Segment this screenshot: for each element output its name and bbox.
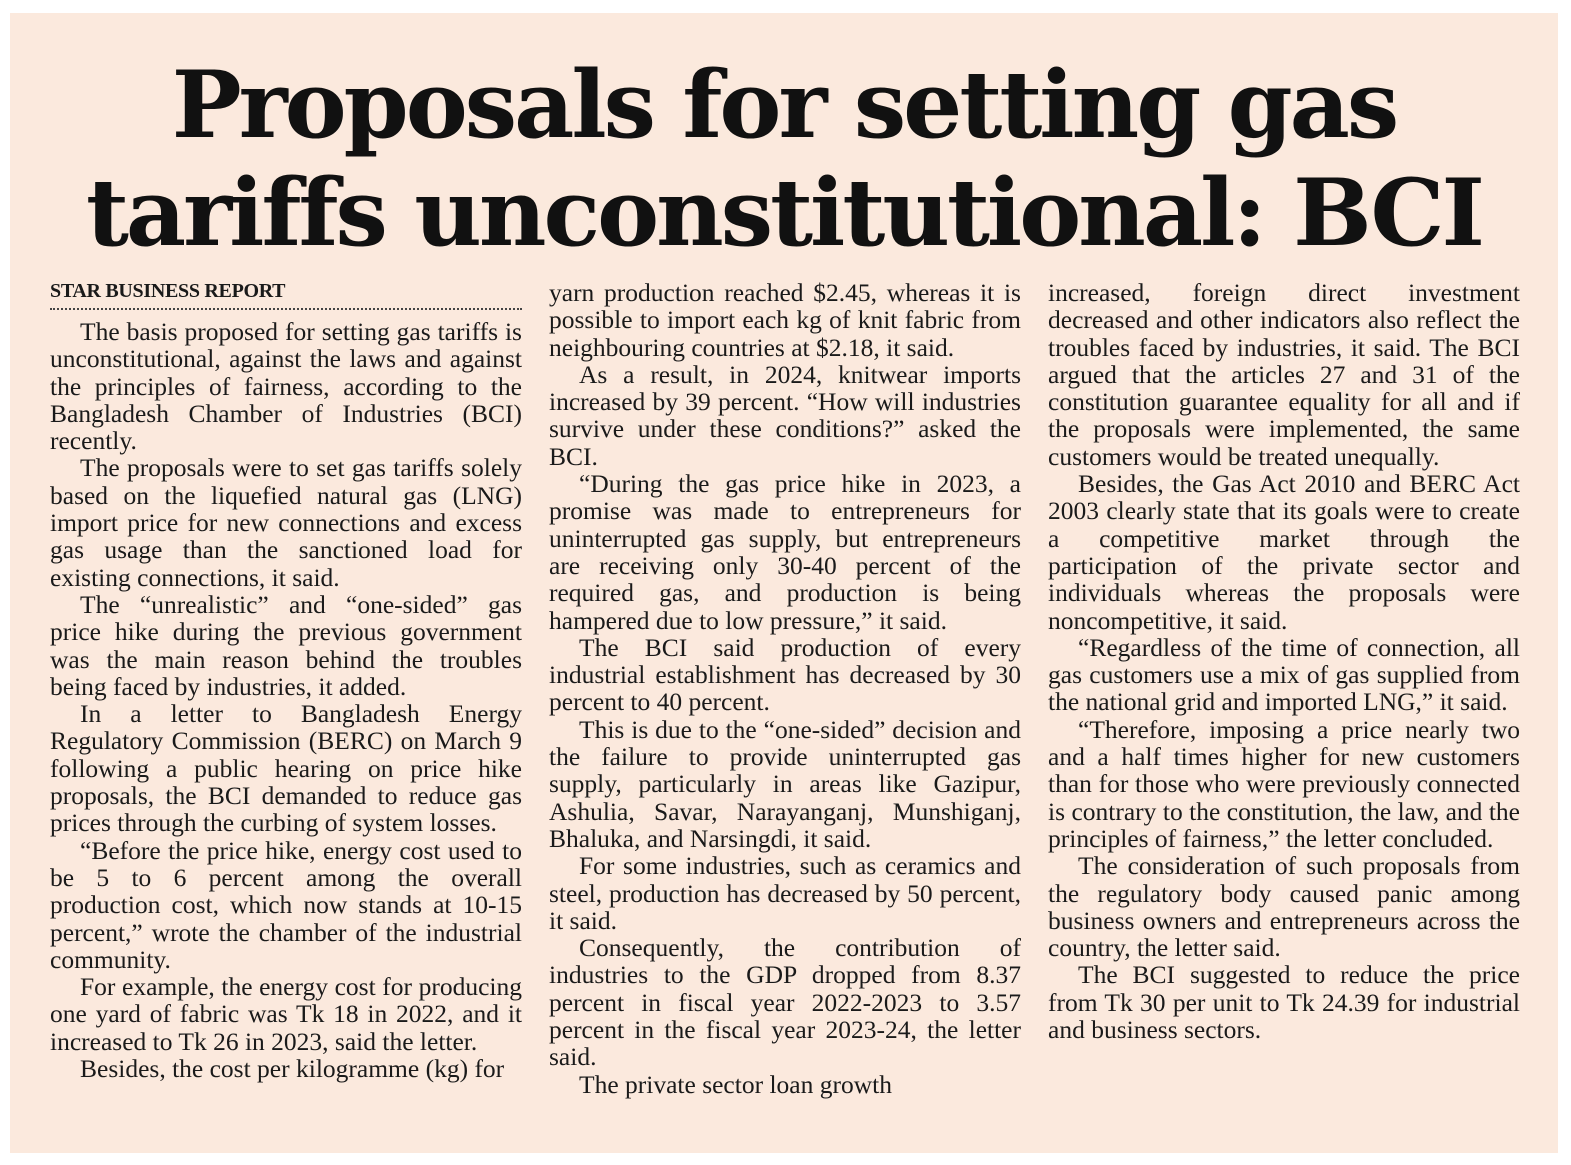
newspaper-clipping: [10, 13, 1558, 1153]
paragraph: For some industries, such as ceramics and steel, production has decreased by 50 percent, it said.: [549, 851, 1021, 935]
paragraph: The proposals were to set gas tariffs solely based on the liquefied natural gas (LNG) import price for new connections and excess gas usage than the sanctioned load for existing connections, it said.: [50, 453, 522, 592]
paragraph-continued: increased, foreign direct investment decreased and other indicators also reflect the troubles faced by industries, it said. The BCI argued that the articles 27 and 31 of the constitution guarantee equality for all and if the proposals were implemented, the same customers would be treated unequally.: [1048, 278, 1520, 471]
paragraph: The consideration of such proposals from the regulatory body caused panic among business owners and entrepreneurs across the country, the letter said.: [1048, 851, 1520, 963]
paragraph: Besides, the Gas Act 2010 and BERC Act 2003 clearly state that its goals were to create a competitive market through the participation of the private sector and individuals whereas the proposals were noncompetitive, it said.: [1048, 469, 1520, 635]
paragraph: The BCI said production of every industrial establishment has decreased by 30 percent to 40 percent.: [549, 632, 1021, 717]
paragraph: The private sector loan growth: [579, 1069, 892, 1099]
article-column-1: [50, 279, 522, 1082]
paragraph: “Therefore, imposing a price nearly two and a half times higher for new customers than for those who were previously connected is contrary to the constitution, the law, and the principles of fairness,” the letter concluded.: [1048, 714, 1520, 853]
paragraph: The “unrealistic” and “one-sided” gas price hike during the previous government was the main reason behind the troubles being faced by industries, it added.: [50, 589, 522, 701]
paragraph: The basis proposed for setting gas tariffs is unconstitutional, against the laws and against the principles of fairness, according to the Bangladesh Chamber of Industries (BCI) recently.: [50, 317, 522, 456]
article-column-2: [549, 279, 1021, 1098]
paragraph: Consequently, the contribution of industries to the GDP dropped from 8.37 percent in fiscal year 2022-2023 to 3.57 percent in the fiscal year 2023-24, the letter said.: [549, 933, 1021, 1072]
paragraph: “Regardless of the time of connection, all gas customers use a mix of gas supplied from the national grid and imported LNG,” it said.: [1048, 632, 1520, 717]
article-column-3: [1048, 279, 1520, 1043]
paragraph: This is due to the “one-sided” decision and the failure to provide uninterrupted gas supply, particularly in areas like Gazipur, Ashulia, Savar, Narayanganj, Munshiganj, Bhaluka, and Narsingdi, it said.: [549, 714, 1021, 853]
paragraph: For example, the energy cost for producing one yard of fabric was Tk 18 in 2022, and it increased to Tk 26 in 2023, said the letter.: [50, 972, 522, 1056]
byline: STAR BUSINESS REPORT: [50, 279, 522, 310]
paragraph: Besides, the cost per kilogramme (kg) for: [80, 1054, 505, 1084]
paragraph: “Before the price hike, energy cost used to be 5 to 6 percent among the overall production cost, which now stands at 10-15 percent,” wrote the chamber of the industrial community.: [50, 835, 522, 974]
paragraph: In a letter to Bangladesh Energy Regulatory Commission (BERC) on March 9 following a public hearing on price hike proposals, the BCI demanded to reduce gas prices through the curbing of system losses.: [50, 699, 522, 838]
paragraph: As a result, in 2024, knitwear imports increased by 39 percent. “How will industries survive under these conditions?” asked the BCI.: [549, 359, 1021, 471]
paragraph-continued: yarn production reached $2.45, whereas it is possible to import each kg of knit fabric from neighbouring countries at $2.18, it said.: [549, 278, 1021, 362]
paragraph: The BCI suggested to reduce the price from Tk 30 per unit to Tk 24.39 for industrial and business sectors.: [1048, 960, 1520, 1045]
headline: Proposals for setting gas tariffs unconstitutional: BCI: [85, 50, 1483, 267]
paragraph: “During the gas price hike in 2023, a promise was made to entrepreneurs for uninterrupted gas supply, but entrepreneurs are receiving only 30-40 percent of the required gas, and production is being hampered due to low pressure,” it said.: [549, 469, 1021, 635]
